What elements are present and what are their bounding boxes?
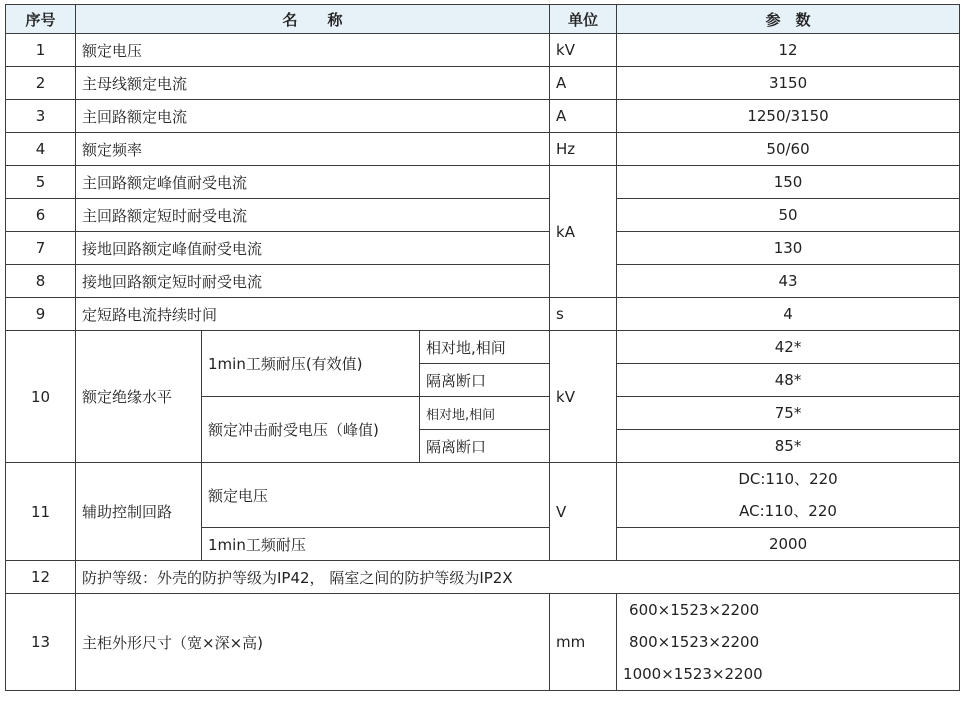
header-unit: 单位 — [550, 5, 617, 34]
row-no: 6 — [6, 199, 76, 232]
row-unit: A — [550, 100, 617, 133]
dim-3: 1000×1523×2200 — [623, 665, 763, 683]
table-row — [6, 100, 960, 133]
param-ac: AC:110、220 — [739, 502, 837, 520]
row-name: 主回路额定电流 — [76, 100, 550, 133]
row-unit: mm — [550, 594, 617, 691]
row-param: 150 — [617, 166, 960, 199]
row-name: 额定电压 — [76, 34, 550, 67]
row-unit: kV — [550, 34, 617, 67]
row-subsubname: 相对地,相间 — [420, 331, 550, 364]
header-param: 参 数 — [617, 5, 960, 34]
row-no: 8 — [6, 265, 76, 298]
table-row — [6, 265, 960, 298]
row-subsubname: 隔离断口 — [420, 430, 550, 463]
row-subname: 额定冲击耐受电压（峰值) — [202, 397, 420, 463]
row-param: 42* — [617, 331, 960, 364]
row-subsubname: 相对地,相间 — [420, 397, 550, 430]
row-no: 5 — [6, 166, 76, 199]
table-row — [6, 298, 960, 331]
table-row — [6, 133, 960, 166]
header-name: 名 称 — [76, 5, 550, 34]
row-unit: V — [550, 463, 617, 561]
row-unit: kV — [550, 331, 617, 463]
row-name: 额定频率 — [76, 133, 550, 166]
table-row — [6, 67, 960, 100]
row-name: 主回路额定峰值耐受电流 — [76, 166, 550, 199]
row-no: 9 — [6, 298, 76, 331]
row-param: 48* — [617, 364, 960, 397]
row-text: 防护等级：外壳的防护等级为IP42， 隔室之间的防护等级为IP2X — [76, 561, 960, 594]
table-row — [6, 232, 960, 265]
row-param: 75* — [617, 397, 960, 430]
table-row — [6, 34, 960, 67]
row-param-stack — [617, 463, 960, 528]
row-subsubname: 隔离断口 — [420, 364, 550, 397]
spec-table — [5, 4, 960, 691]
row-no: 13 — [6, 594, 76, 691]
row-no: 1 — [6, 34, 76, 67]
row-param: 50/60 — [617, 133, 960, 166]
table-row — [6, 199, 960, 232]
row-no: 4 — [6, 133, 76, 166]
row-no: 12 — [6, 561, 76, 594]
row-no: 10 — [6, 331, 76, 463]
row-no: 3 — [6, 100, 76, 133]
row-no: 7 — [6, 232, 76, 265]
row-param-stack — [617, 594, 960, 691]
row-unit: kA — [550, 166, 617, 298]
row-param: 1250/3150 — [617, 100, 960, 133]
row-no: 11 — [6, 463, 76, 561]
row-unit: A — [550, 67, 617, 100]
param-dc: DC:110、220 — [738, 470, 838, 488]
table-row — [6, 166, 960, 199]
row-name: 接地回路额定短时耐受电流 — [76, 265, 550, 298]
row-param: 50 — [617, 199, 960, 232]
table-row — [6, 331, 960, 364]
row-param: 85* — [617, 430, 960, 463]
row-name: 主回路额定短时耐受电流 — [76, 199, 550, 232]
row-name: 额定绝缘水平 — [76, 331, 202, 463]
row-param: 12 — [617, 34, 960, 67]
row-unit: Hz — [550, 133, 617, 166]
row-param: 43 — [617, 265, 960, 298]
header-row — [6, 5, 960, 34]
row-subname: 1min工频耐压(有效值) — [202, 331, 420, 397]
row-name: 主母线额定电流 — [76, 67, 550, 100]
row-param: 4 — [617, 298, 960, 331]
row-subname: 额定电压 — [202, 463, 550, 528]
table-row — [6, 561, 960, 594]
table-row — [6, 463, 960, 528]
row-param: 2000 — [617, 528, 960, 561]
row-name: 辅助控制回路 — [76, 463, 202, 561]
row-no: 2 — [6, 67, 76, 100]
dim-2: 800×1523×2200 — [629, 633, 760, 651]
table-row — [6, 594, 960, 691]
row-param: 3150 — [617, 67, 960, 100]
header-no: 序号 — [6, 5, 76, 34]
dim-1: 600×1523×2200 — [629, 601, 760, 619]
row-param: 130 — [617, 232, 960, 265]
row-name: 主柜外形尺寸（宽×深×高) — [76, 594, 550, 691]
row-name: 定短路电流持续时间 — [76, 298, 550, 331]
row-name: 接地回路额定峰值耐受电流 — [76, 232, 550, 265]
row-unit: s — [550, 298, 617, 331]
row-subname: 1min工频耐压 — [202, 528, 550, 561]
